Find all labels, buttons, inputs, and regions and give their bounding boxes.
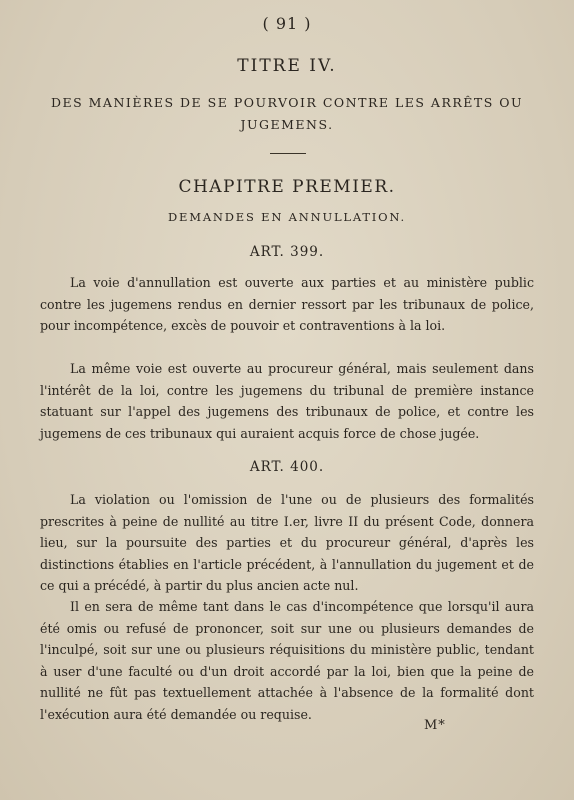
page-number: ( 91 ): [262, 14, 312, 33]
article-400-paragraph-2: Il en sera de même tant dans le cas d'incompétence que lorsqu'il aura été omis ou refusé de prononcer, soit sur une ou plusieurs demandes de l'inculpé, soit sur une ou plusieurs réquisitions du ministère public, tendant à user d'une faculté ou d'un droit accordé par la loi, bien que la peine de nullité ne fût pas textuellement attachée à l'absence de la formalité dont l'exécution aura été demandée ou requise.: [40, 599, 534, 722]
article-399-paragraph-1: La voie d'annullation est ouverte aux parties et au ministère public contre les jugemens rendus en dernier ressort par les tribunaux de police, pour incompétence, excès de pouvoir et contraventions à la loi.: [40, 275, 534, 333]
catchword: M*: [424, 718, 446, 733]
article-399-paragraph-2: La même voie est ouverte au procureur général, mais seulement dans l'intérêt de la loi, contre les jugemens du tribunal de première instance statuant sur l'appel des jugemens des tribunaux de police, et contre les jugemens de ces tribunaux qui auraient acquis force de chose jugée.: [40, 361, 534, 441]
section-heading: DEMANDES EN ANNULLATION.: [168, 210, 406, 224]
article-400-paragraph-1: La violation ou l'omission de l'une ou de plusieurs des formalités prescrites à peine de nullité au titre I.er, livre II du présent Code, donnera lieu, sur la poursuite des parties et du procureur général, d'après les distinctions établies en l'article précédent, à l'annullation du jugement et de ce qui a précédé, à partir du plus ancien acte nul.: [40, 492, 534, 593]
article-heading-400: ART. 400.: [249, 459, 325, 475]
divider-rule: [270, 153, 306, 154]
article-heading-399: ART. 399.: [249, 244, 325, 260]
chapter-heading: CHAPITRE PREMIER.: [178, 177, 396, 197]
title-subtitle: DES MANIÈRES DE SE POURVOIR CONTRE LES ARRÊTS OU JUGEMENS.: [50, 95, 524, 132]
title-heading: TITRE IV.: [237, 56, 337, 76]
